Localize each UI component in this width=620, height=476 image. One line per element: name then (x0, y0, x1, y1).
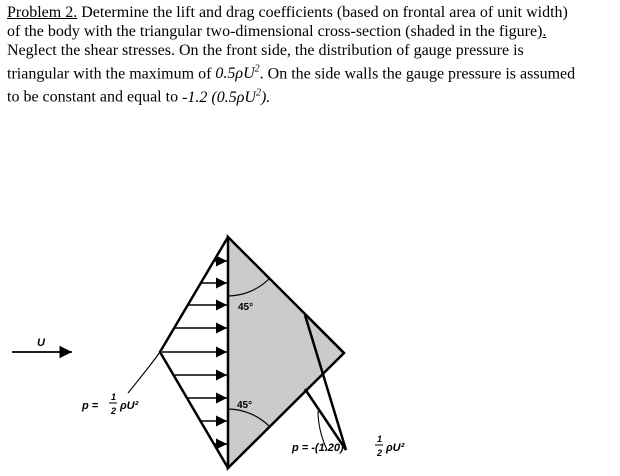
svg-text:ρU²: ρU² (120, 400, 139, 412)
angle-label-top: 45° (238, 302, 254, 313)
side-pressure-line-lower (305, 389, 346, 450)
problem-line-5: to be constant and equal to -1.2 $(0.5\rho U^2)$. (7, 87, 271, 106)
svg-text:2: 2 (377, 448, 383, 458)
front-pressure-label (81, 392, 139, 416)
problem-line-4: triangular with the maximum of $0.5\rho U^2$. On the side walls the gauge pressure is assumed (7, 64, 576, 83)
side-pressure-label (291, 434, 405, 458)
problem-line-1: Problem 2. Determine the lift and drag coefficients (based on frontal area of unit width) (7, 4, 568, 21)
svg-text:1: 1 (111, 392, 117, 402)
max-pressure-expression: $0.5\rho U^2$ (215, 64, 260, 83)
problem-label: Problem 2. (7, 4, 78, 21)
svg-text:1: 1 (377, 434, 383, 444)
triangular-body (228, 237, 344, 468)
svg-text:ρU²: ρU² (386, 442, 405, 454)
velocity-label: U (37, 337, 45, 349)
svg-text:p =: p = (82, 400, 99, 412)
svg-text:p = -(1.20): p = -(1.20) (292, 442, 344, 454)
problem-line-3: Neglect the shear stresses. On the front side, the distribution of gauge pressure is (7, 42, 524, 59)
front-pressure-leader (128, 352, 160, 393)
front-pressure-arrows (162, 261, 227, 444)
side-pressure-expression: -1.2 $(0.5\rho U^2)$. (182, 87, 271, 106)
svg-text:2: 2 (111, 406, 117, 416)
angle-label-bottom: 45° (237, 400, 253, 411)
problem-line-2: of the body with the triangular two-dimensional cross-section (shaded in the figure). (7, 23, 547, 40)
